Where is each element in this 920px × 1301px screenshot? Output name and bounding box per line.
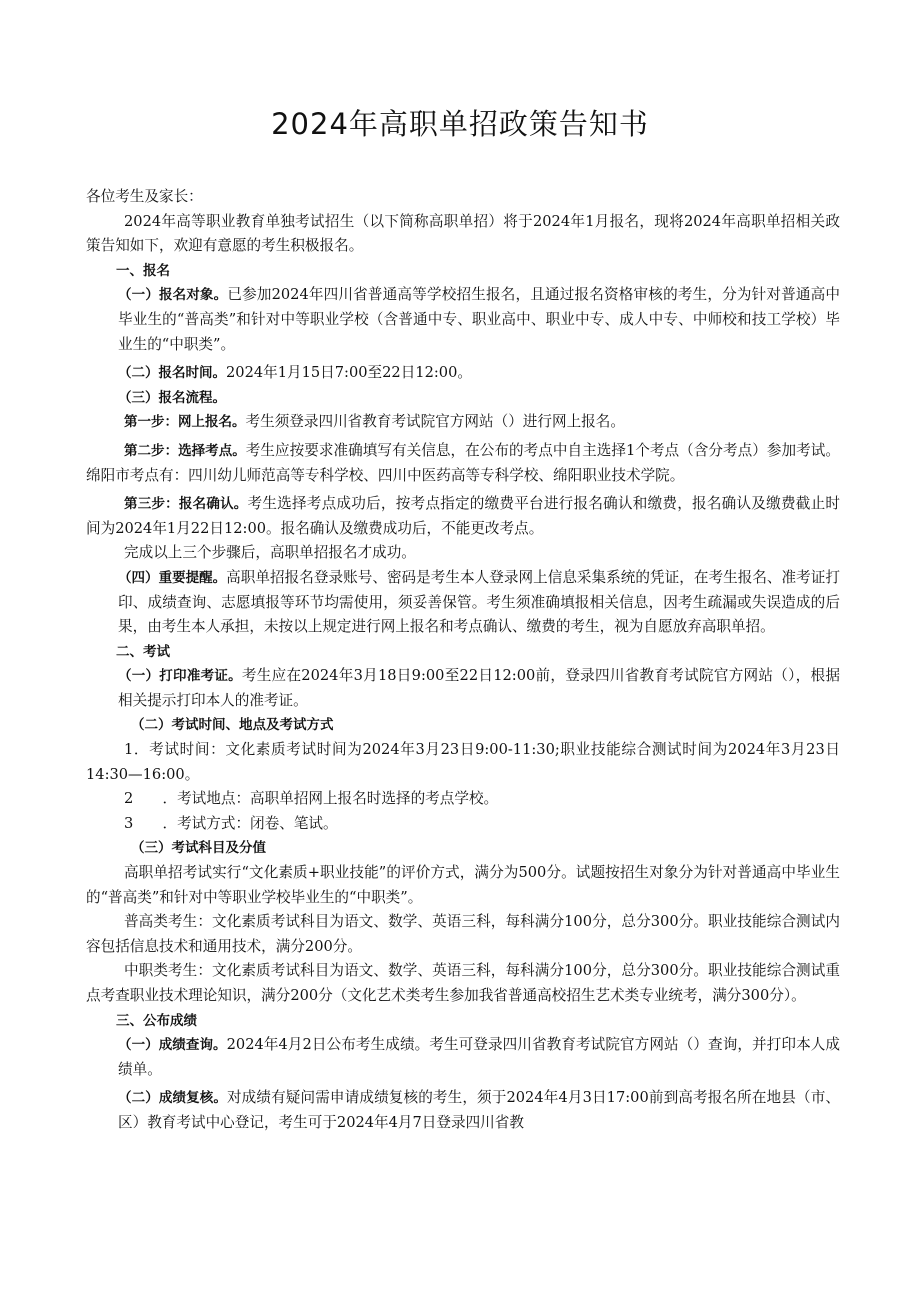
exam-subjects-heading: （三）考试科目及分值: [131, 840, 266, 857]
admission-ticket-text: 考生应在2024年3月18日9:00至22日12:00前，登录四川省教育考试院官方网站（），根据相关提示打印本人的准考证。: [118, 667, 840, 709]
greeting: 各位考生及家长：: [86, 188, 203, 205]
registration-target-paragraph: [86, 283, 840, 357]
registration-time-text: 2024年1月15日7:00至22日12:00。: [226, 364, 472, 382]
step3-label: 第三步：报名确认。: [124, 496, 248, 513]
score-query-paragraph: [86, 1033, 840, 1082]
section-heading-results: 三、公布成绩: [116, 1012, 197, 1029]
exam-subjects-text: 高职单招考试实行“文化素质+职业技能”的评价方式，满分为500分。试题按招生对象分为针对普通高中毕业生的“普高类”和针对中等职业学校毕业生的“中职类”。: [86, 864, 840, 906]
registration-time-label: （二）报名时间。: [118, 365, 226, 382]
registration-process-label: （三）报名流程。: [118, 389, 226, 406]
important-reminder-label: （四）重要提醒。: [118, 569, 227, 586]
zhongzhi-candidates-text: 中职类考生：文化素质考试科目为语文、数学、英语三科，每科满分100分，总分300分。职业技能综合测试重点考查职业技术理论知识，满分200分（文化艺术类考生参加我省普通高校招生艺术类专业统考，满分300分）。: [86, 962, 840, 1004]
registration-time-paragraph: [86, 361, 840, 386]
step3-paragraph: [86, 492, 840, 541]
step1-paragraph: [86, 410, 840, 435]
section-heading-exam: 二、考试: [116, 643, 170, 660]
step1-label: 第一步：网上报名。: [124, 414, 246, 431]
score-review-label: （二）成绩复核。: [118, 1090, 227, 1107]
step2-label: 第二步：选择考点。: [124, 442, 246, 459]
important-reminder-text: 高职单招报名登录账号、密码是考生本人登录网上信息采集系统的凭证，在考生报名、准考证打印、成绩查询、志愿填报等环节均需使用，须妥善保管。考生须准确填报相关信息，因考生疏漏或失误造成的后果，由考生本人承担，未按以上规定进行网上报名和考点确认、缴费的考生，视为自愿放弃高职单招。: [118, 568, 840, 636]
admission-ticket-label: （一）打印准考证。: [118, 668, 242, 685]
exam-time-item: 1．考试时间：文化素质考试时间为2024年3月23日9:00-11:30;职业技能综合测试时间为2024年3月23日14:30—16:00。: [86, 741, 840, 783]
exam-place-item: 2 ．考试地点：高职单招网上报名时选择的考点学校。: [124, 790, 499, 808]
intro-paragraph: 2024年高等职业教育单独考试招生（以下简称高职单招）将于2024年1月报名，现将2024年高职单招相关政策告知如下，欢迎有意愿的考生积极报名。: [86, 212, 840, 255]
score-review-paragraph: [86, 1086, 840, 1135]
section-heading-registration: 一、报名: [116, 262, 170, 279]
step1-text: 考生须登录四川省教育考试院官方网站（）进行网上报名。: [245, 413, 625, 431]
step2-text: 考生应按要求准确填写有关信息，在公布的考点中自主选择1个考点（含分考点）参加考试。绵阳市考点有：四川幼儿师范高等专科学校、四川中医药高等专科学校、绵阳职业技术学院。: [86, 441, 841, 484]
step3-text: 考生选择考点成功后，按考点指定的缴费平台进行报名确认和缴费，报名确认及缴费截止时间为2024年1月22日12:00。报名确认及缴费成功后，不能更改考点。: [86, 495, 840, 537]
admission-ticket-paragraph: [86, 664, 840, 713]
exam-time-place-heading: （二）考试时间、地点及考试方式: [131, 717, 334, 734]
score-review-text: 对成绩有疑问需申请成绩复核的考生，须于2024年4月3日17:00前到高考报名所在地县（市、区）教育考试中心登记，考生可于2024年4月7日登录四川省教: [118, 1089, 840, 1131]
registration-target-label: （一）报名对象。: [118, 287, 228, 304]
important-reminder-paragraph: [86, 566, 840, 640]
score-query-text: 2024年4月2日公布考生成绩。考生可登录四川省教育考试院官方网站（）查询，并打印本人成绩单。: [118, 1036, 840, 1078]
step2-paragraph: [86, 439, 840, 488]
registration-target-text: 已参加2024年四川省普通高等学校招生报名，且通过报名资格审核的考生，分为针对普通高中毕业生的“普高类”和针对中等职业学校（含普通中专、职业高中、职业中专、成人中专、中师校和技工学校）毕业生的“中职类”。: [118, 286, 840, 353]
exam-method-item: 3 ．考试方式：闭卷、笔试。: [124, 814, 338, 832]
document-body: [86, 185, 840, 1136]
registration-complete-note: 完成以上三个步骤后，高职单招报名才成功。: [124, 544, 416, 562]
score-query-label: （一）成绩查询。: [118, 1037, 227, 1054]
pugao-candidates-text: 普高类考生：文化素质考试科目为语文、数学、英语三科，每科满分100分，总分300分。职业技能综合测试内容包括信息技术和通用技术，满分200分。: [86, 913, 840, 955]
registration-process-paragraph: [86, 386, 840, 411]
document-title: 2024年高职单招政策告知书: [271, 107, 649, 141]
